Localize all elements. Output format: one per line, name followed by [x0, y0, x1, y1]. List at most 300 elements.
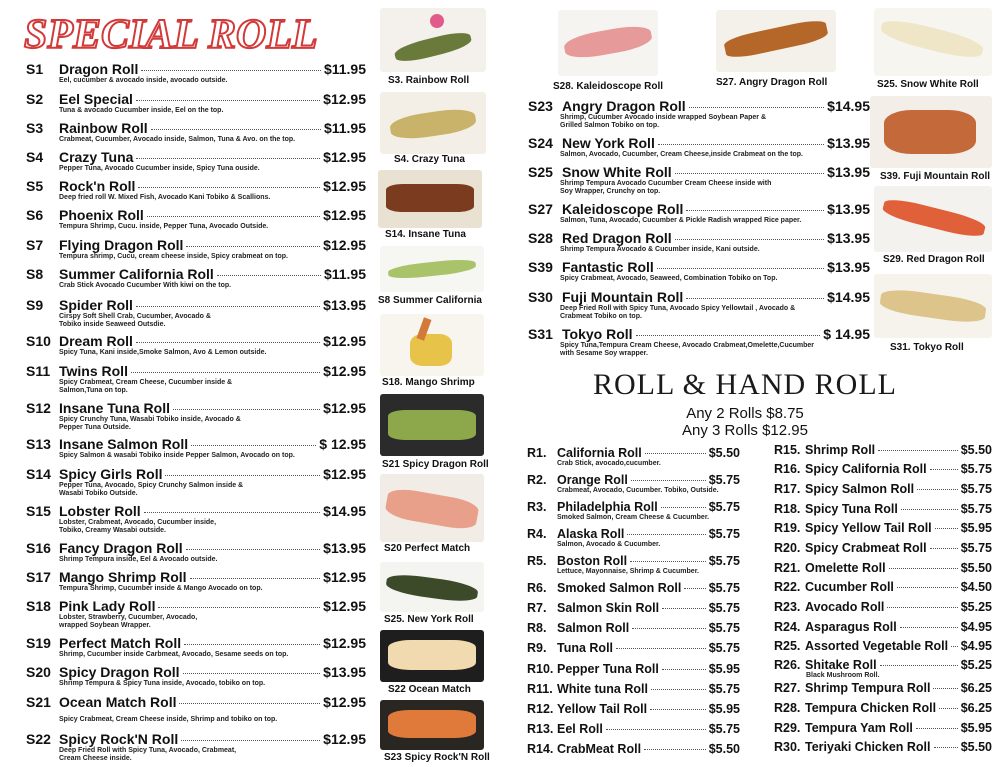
item-code: R10. — [527, 662, 554, 676]
photo-caption: S31. Tokyo Roll — [890, 342, 964, 353]
item-price: $6.25 — [960, 681, 992, 695]
menu-item — [527, 527, 740, 549]
item-code: S16 — [26, 540, 51, 556]
item-price: $4.50 — [960, 580, 992, 594]
item-name: Spicy Crabmeat Roll — [805, 541, 927, 555]
item-price: $5.75 — [708, 473, 740, 487]
item-code: S11 — [26, 363, 51, 379]
item-name: Spicy Salmon Roll — [805, 482, 915, 496]
menu-item — [774, 561, 992, 575]
item-code: R30. — [774, 740, 801, 754]
menu-item — [26, 694, 366, 724]
item-description: Eel, cucumber & avocado inside, avocado outside. — [59, 77, 228, 84]
item-price: $14.95 — [827, 289, 870, 305]
item-code: S23 — [528, 98, 553, 114]
photo-caption: S20 Perfect Match — [384, 543, 471, 554]
item-price: $13.95 — [827, 201, 870, 217]
item-code: R20. — [774, 541, 801, 555]
item-code: R29. — [774, 721, 801, 735]
menu-item — [774, 620, 992, 634]
item-price: $11.95 — [323, 61, 366, 77]
item-description: Salmon, Avocado & Cucumber. — [557, 541, 661, 548]
item-code: S12 — [26, 400, 51, 416]
menu-item — [26, 61, 366, 85]
item-name: Spicy Rock'N Roll — [59, 731, 179, 747]
item-code: S10 — [26, 333, 51, 349]
item-price: $5.25 — [960, 658, 992, 672]
item-code: R5. — [527, 554, 547, 568]
item-price: $5.75 — [708, 682, 740, 696]
sushi-photo — [378, 170, 482, 228]
item-name: Shrimp Roll — [805, 443, 876, 457]
menu-item — [26, 237, 366, 261]
item-code: R3. — [527, 500, 547, 514]
item-description: Shrimp Tempura Avocado Cucumber Cream Cheese inside with Soy Wrapper, Crunchy on top. — [560, 180, 772, 195]
item-price: $5.75 — [960, 462, 992, 476]
item-price: $12.95 — [323, 333, 366, 349]
item-description: Cirspy Soft Shell Crab, Cucumber, Avocado & Tobiko inside Seaweed Outsdie. — [59, 313, 211, 328]
item-name: Pink Lady Roll — [59, 598, 156, 614]
item-price: $6.25 — [960, 701, 992, 715]
item-code: S20 — [26, 664, 51, 680]
item-price: $14.95 — [827, 98, 870, 114]
item-name: Spicy Dragon Roll — [59, 664, 180, 680]
menu-item — [528, 289, 870, 321]
item-name: Perfect Match Roll — [59, 635, 182, 651]
photo-caption: S22 Ocean Match — [388, 684, 471, 695]
item-code: S15 — [26, 503, 51, 519]
menu-item — [774, 541, 992, 555]
item-name: Tokyo Roll — [562, 326, 633, 342]
item-code: R21. — [774, 561, 801, 575]
item-price: $5.25 — [960, 600, 992, 614]
photo-caption: S8 Summer California — [378, 295, 482, 306]
photo-caption: S25. New York Roll — [384, 614, 474, 625]
item-code: R11. — [527, 682, 553, 696]
item-price: $13.95 — [827, 259, 870, 275]
menu-item — [528, 98, 870, 130]
menu-item — [774, 482, 992, 496]
item-code: S21 — [26, 694, 51, 710]
item-code: R13. — [527, 722, 554, 736]
item-name: Boston Roll — [557, 554, 628, 568]
menu-item — [527, 742, 740, 756]
menu-item — [527, 682, 740, 696]
item-code: R27. — [774, 681, 801, 695]
item-name: Omelette Roll — [805, 561, 886, 575]
item-description: Pepper Tuna, Avocado, Spicy Crunchy Salmon inside & Wasabi Tobiko Outside. — [59, 482, 244, 497]
item-name: Mango Shrimp Roll — [59, 569, 187, 585]
item-name: Assorted Vegetable Roll — [805, 639, 949, 653]
menu-item — [26, 569, 366, 593]
item-name: Summer California Roll — [59, 266, 214, 282]
item-description: Tempura Shrimp, Cucumber inside & Mango Avocado on top. — [59, 585, 263, 592]
item-code: R15. — [774, 443, 801, 457]
item-code: S39 — [528, 259, 553, 275]
item-name: Fantastic Roll — [562, 259, 654, 275]
item-description: Crab Stick, avocado,cucumber. — [557, 460, 661, 467]
roll-hand-roll-title: ROLL & HAND ROLL — [592, 368, 898, 401]
item-description: Pepper Tuna, Avocado Cucumber inside, Spicy Tuna ouside. — [59, 165, 260, 172]
item-code: S17 — [26, 569, 51, 585]
menu-item — [26, 466, 366, 498]
item-name: Spicy Girls Roll — [59, 466, 163, 482]
menu-item — [26, 664, 366, 688]
item-name: Salmon Skin Roll — [557, 601, 660, 615]
item-code: S31 — [528, 326, 553, 342]
item-price: $12.95 — [323, 178, 366, 194]
item-name: Spicy Tuna Roll — [805, 502, 898, 516]
item-code: S30 — [528, 289, 553, 305]
menu-item — [774, 681, 992, 695]
photo-caption: S23 Spicy Rock'N Roll — [384, 752, 490, 763]
item-price: $12.95 — [323, 635, 366, 651]
item-description: Crab Stick Avocado Cucumber With kiwi on the top. — [59, 282, 232, 289]
menu-item — [774, 639, 992, 653]
menu-item — [26, 540, 366, 564]
sushi-photo — [380, 246, 484, 292]
item-name: CrabMeat Roll — [557, 742, 642, 756]
menu-item — [774, 502, 992, 516]
photo-caption: S3. Rainbow Roll — [388, 75, 470, 86]
item-name: Salmon Roll — [557, 621, 630, 635]
menu-item — [774, 443, 992, 457]
menu-item — [528, 230, 870, 254]
item-description: Spicy Tuna, Kani inside,Smoke Salmon, Avo & Lemon outside. — [59, 349, 267, 356]
item-price: $13.95 — [323, 297, 366, 313]
menu-item — [774, 701, 992, 715]
item-name: Phoenix Roll — [59, 207, 144, 223]
item-price: $5.50 — [960, 740, 992, 754]
item-description: Spicy Crabmeat, Avocado, Seaweed, Combination Tobiko on Top. — [560, 275, 778, 282]
item-name: Eel Special — [59, 91, 133, 107]
item-code: R23. — [774, 600, 801, 614]
photo-caption: S25. Snow White Roll — [877, 79, 979, 90]
item-description: Shrimp, Cucumber inside Carbmeat, Avocado, Sesame seeds on top. — [59, 651, 289, 658]
item-name: Alaska Roll — [557, 527, 625, 541]
photo-caption: S14. Insane Tuna — [385, 229, 466, 240]
item-price: $5.95 — [708, 662, 740, 676]
item-price: $5.75 — [708, 621, 740, 635]
item-price: $5.75 — [708, 527, 740, 541]
item-price: $13.95 — [827, 230, 870, 246]
item-price: $5.75 — [708, 581, 740, 595]
item-code: S8 — [26, 266, 44, 282]
menu-item — [528, 326, 870, 358]
item-price: $5.50 — [708, 742, 740, 756]
menu-item — [527, 662, 740, 676]
menu-item — [26, 333, 366, 357]
item-price: $4.95 — [960, 620, 992, 634]
item-code: S22 — [26, 731, 51, 747]
item-price: $ 12.95 — [319, 436, 366, 452]
menu-item — [26, 207, 366, 231]
item-code: R6. — [527, 581, 547, 595]
sushi-photo — [380, 8, 486, 72]
item-code: R2. — [527, 473, 547, 487]
menu-item — [26, 266, 366, 290]
item-code: S7 — [26, 237, 44, 253]
item-code: R9. — [527, 641, 547, 655]
special-roll-title-text: SPECIAL ROLL — [24, 12, 318, 56]
photo-caption: S18. Mango Shrimp — [382, 377, 475, 388]
item-price: $5.95 — [708, 702, 740, 716]
item-name: Fuji Mountain Roll — [562, 289, 684, 305]
menu-item — [26, 400, 366, 432]
menu-item — [26, 635, 366, 659]
item-code: R7. — [527, 601, 547, 615]
item-name: Twins Roll — [59, 363, 128, 379]
item-description: Crabmeat, Cucumber, Avocado inside, Salmon, Tuna & Avo. on the top. — [59, 136, 296, 143]
item-price: $12.95 — [323, 91, 366, 107]
item-name: Lobster Roll — [59, 503, 141, 519]
item-price: $5.75 — [708, 500, 740, 514]
sushi-photo — [716, 10, 836, 72]
item-description: Lettuce, Mayonnaise, Shrimp & Cucumber. — [557, 568, 699, 575]
item-name: Spicy California Roll — [805, 462, 927, 476]
menu-item — [527, 581, 740, 595]
menu-item — [527, 641, 740, 655]
item-code: R28. — [774, 701, 801, 715]
sushi-photo — [874, 8, 992, 76]
item-name: California Roll — [557, 446, 642, 460]
item-price: $5.50 — [960, 443, 992, 457]
item-description: Deep Fried Roll with Spicy Tuna, Avocado Spicy Yellowtail , Avocado & Crabmeat Tobiko on top. — [560, 305, 796, 320]
item-name: Rock'n Roll — [59, 178, 136, 194]
item-name: Asparagus Roll — [805, 620, 897, 634]
item-price: $14.95 — [323, 503, 366, 519]
item-name: Fancy Dragon Roll — [59, 540, 183, 556]
menu-item — [26, 363, 366, 395]
item-code: R14. — [527, 742, 554, 756]
item-code: S24 — [528, 135, 553, 151]
item-price: $5.95 — [960, 721, 992, 735]
item-description: Deep Fried Roll with Spicy Tuna, Avocado, Crabmeat, Cream Cheese inside. — [59, 747, 237, 762]
item-code: S9 — [26, 297, 44, 313]
menu-item — [528, 135, 870, 159]
menu-item — [26, 91, 366, 115]
sushi-photo — [380, 314, 484, 376]
item-price: $12.95 — [323, 731, 366, 747]
item-name: Kaleidoscope Roll — [562, 201, 684, 217]
item-code: R17. — [774, 482, 801, 496]
item-code: S19 — [26, 635, 51, 651]
menu-item — [774, 658, 992, 680]
item-code: S13 — [26, 436, 51, 452]
menu-item — [527, 702, 740, 716]
menu-item — [528, 259, 870, 283]
item-name: New York Roll — [562, 135, 655, 151]
deal-two-rolls: Any 2 Rolls $8.75 — [686, 405, 804, 422]
item-price: $5.95 — [960, 521, 992, 535]
item-code: R19. — [774, 521, 801, 535]
item-description: Spicy Tuna,Tempura Cream Cheese, Avocado Crabmeat,Omelette,Cucumber with Sesame Soy wrapper. — [560, 342, 815, 357]
item-description: Shrimp Tempura inside, Eel & Avocado outside. — [59, 556, 218, 563]
item-name: Angry Dragon Roll — [562, 98, 686, 114]
sushi-photo — [874, 186, 992, 252]
item-name: Tempura Yam Roll — [805, 721, 913, 735]
item-name: Avocado Roll — [805, 600, 885, 614]
item-code: S4 — [26, 149, 44, 165]
item-name: Red Dragon Roll — [562, 230, 672, 246]
sushi-photo — [558, 10, 658, 76]
item-code: S18 — [26, 598, 51, 614]
item-code: S25 — [528, 164, 553, 180]
menu-item — [527, 554, 740, 576]
sushi-photo — [874, 274, 992, 338]
item-price: $11.95 — [323, 266, 366, 282]
item-name: Orange Roll — [557, 473, 628, 487]
menu-item — [26, 503, 366, 535]
item-name: Rainbow Roll — [59, 120, 148, 136]
item-description: Smoked Salmon, Cream Cheese & Cucumber. — [557, 514, 710, 521]
item-price: $13.95 — [323, 664, 366, 680]
menu-item — [527, 601, 740, 615]
item-name: Flying Dragon Roll — [59, 237, 184, 253]
menu-item — [26, 731, 366, 763]
item-name: Eel Roll — [557, 722, 603, 736]
item-price: $5.75 — [708, 554, 740, 568]
item-name: Tempura Chicken Roll — [805, 701, 937, 715]
menu-item — [26, 598, 366, 630]
sushi-photo — [380, 630, 484, 682]
item-name: Philadelphia Roll — [557, 500, 658, 514]
item-price: $12.95 — [323, 237, 366, 253]
item-name: Yellow Tail Roll — [557, 702, 648, 716]
item-price: $12.95 — [323, 694, 366, 710]
item-price: $12.95 — [323, 207, 366, 223]
item-code: R8. — [527, 621, 547, 635]
item-code: S14 — [26, 466, 51, 482]
item-description: Tempura Shrimp, Cucu. inside, Pepper Tuna, Avocado Outside. — [59, 223, 269, 230]
item-name: Dragon Roll — [59, 61, 139, 77]
menu-item — [774, 721, 992, 735]
item-description: Spicy Crunchy Tuna, Wasabi Tobiko inside, Avocado & Pepper Tuna Outside. — [59, 416, 241, 431]
sushi-photo — [380, 562, 484, 612]
item-code: R18. — [774, 502, 801, 516]
item-price: $12.95 — [323, 569, 366, 585]
photo-caption: S28. Kaleidoscope Roll — [553, 81, 664, 92]
item-price: $4.95 — [960, 639, 992, 653]
photo-caption: S39. Fuji Mountain Roll — [880, 171, 990, 182]
item-name: Spicy Yellow Tail Roll — [805, 521, 932, 535]
item-price: $12.95 — [323, 598, 366, 614]
item-code: S27 — [528, 201, 553, 217]
item-description: Crabmeat, Avocado, Cucumber. Tobiko, Outside. — [557, 487, 719, 494]
menu-item — [26, 178, 366, 202]
item-price: $11.95 — [323, 120, 366, 136]
item-description: Shrimp, Cucumber Avocado inside wrapped Soybean Paper & Grilled Salmon Tobiko on top. — [560, 114, 767, 129]
menu-item — [527, 722, 740, 736]
item-price: $5.50 — [960, 561, 992, 575]
item-code: R26. — [774, 658, 801, 672]
item-price: $5.75 — [960, 502, 992, 516]
item-name: Insane Salmon Roll — [59, 436, 189, 452]
item-name: Pepper Tuna Roll — [557, 662, 659, 676]
menu-item — [774, 740, 992, 754]
item-description: Black Mushroom Roll. — [806, 672, 880, 679]
item-code: S3 — [26, 120, 44, 136]
item-code: S6 — [26, 207, 44, 223]
item-description: Deep fried roll W. Mixed Fish, Avocado Kani Tobiko & Scallions. — [59, 194, 271, 201]
item-name: Shitake Roll — [805, 658, 877, 672]
item-code: S28 — [528, 230, 553, 246]
item-code: R25. — [774, 639, 801, 653]
item-description: Spicy Crabmeat, Cream Cheese inside, Shrimp and tobiko on top. — [59, 716, 278, 723]
menu-item — [527, 621, 740, 635]
item-price: $13.95 — [827, 164, 870, 180]
photo-caption: S4. Crazy Tuna — [394, 154, 465, 165]
item-name: Spider Roll — [59, 297, 133, 313]
item-price: $12.95 — [323, 400, 366, 416]
item-code: R12. — [527, 702, 554, 716]
item-description: Salmon, Avocado, Cucumber, Cream Cheese,inside Crabmeat on the top. — [560, 151, 803, 158]
menu-item — [528, 201, 870, 225]
item-description: Shrimp Tempura Avocado & Cucumber inside, Kani outside. — [560, 246, 760, 253]
item-price: $5.75 — [960, 541, 992, 555]
menu-item — [774, 580, 992, 594]
item-price: $12.95 — [323, 466, 366, 482]
sushi-photo — [380, 394, 484, 456]
menu-item — [527, 500, 740, 522]
photo-caption: S21 Spicy Dragon Roll — [382, 459, 489, 470]
item-code: R22. — [774, 580, 801, 594]
menu-item — [26, 436, 366, 460]
item-price: $13.95 — [323, 540, 366, 556]
item-price: $13.95 — [827, 135, 870, 151]
menu-item — [527, 446, 740, 468]
item-name: Ocean Match Roll — [59, 694, 177, 710]
item-price: $5.75 — [708, 641, 740, 655]
item-name: White tuna Roll — [557, 682, 648, 696]
item-price: $ 14.95 — [823, 326, 870, 342]
item-name: Smoked Salmon Roll — [557, 581, 682, 595]
item-name: Dream Roll — [59, 333, 133, 349]
sushi-photo — [380, 474, 484, 542]
item-description: Spicy Salmon & wasabi Tobiko inside Pepper Salmon, Avocado on top. — [59, 452, 295, 459]
item-code: R24. — [774, 620, 801, 634]
item-description: Lobster, Crabmeat, Avocado, Cucumber inside, Tobiko, Creamy Wasabi outside. — [59, 519, 217, 534]
item-name: Cucumber Roll — [805, 580, 894, 594]
item-name: Crazy Tuna — [59, 149, 134, 165]
item-name: Teriyaki Chicken Roll — [805, 740, 931, 754]
menu-item — [774, 462, 992, 476]
item-code: S5 — [26, 178, 44, 194]
photo-caption: S27. Angry Dragon Roll — [716, 77, 828, 88]
item-description: Tempura shrimp, Cucu, cream cheese inside, Spicy crabmeat on top. — [59, 253, 288, 260]
item-price: $5.75 — [708, 722, 740, 736]
deal-three-rolls: Any 3 Rolls $12.95 — [682, 422, 808, 439]
menu-item — [774, 600, 992, 614]
item-price: $5.50 — [708, 446, 740, 460]
item-code: R16. — [774, 462, 801, 476]
item-name: Shrimp Tempura Roll — [805, 681, 931, 695]
item-price: $12.95 — [323, 363, 366, 379]
item-price: $5.75 — [708, 601, 740, 615]
menu-item — [26, 120, 366, 144]
menu-item — [774, 521, 992, 535]
item-name: Tuna Roll — [557, 641, 614, 655]
menu-item — [527, 473, 740, 495]
special-roll-title — [22, 8, 372, 56]
item-code: S2 — [26, 91, 44, 107]
photo-caption: S29. Red Dragon Roll — [883, 254, 985, 265]
sushi-photo — [380, 92, 486, 154]
item-description: Spicy Crabmeat, Cream Cheese, Cucumber inside & Salmon,Tuna on top. — [59, 379, 233, 394]
item-description: Shrimp Tempura & Spicy Tuna inside, Avocado, tobiko on top. — [59, 680, 266, 687]
item-code: R1. — [527, 446, 547, 460]
item-code: S1 — [26, 61, 44, 77]
